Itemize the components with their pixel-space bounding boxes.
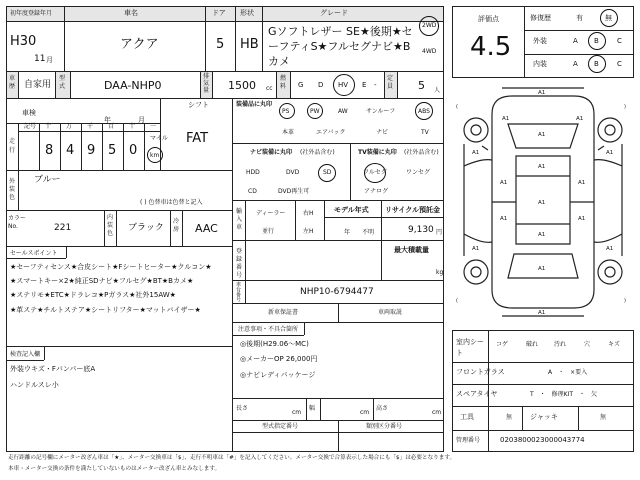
spare-label: スペアタイヤ [456,390,498,398]
exterior-c: C [617,37,622,45]
seat-kizu: キズ [608,341,620,348]
recycle-value: 9,130 [408,225,434,235]
inspection-label: 車検 [22,109,36,117]
shape-label: 形状 [240,9,254,17]
navi-sd: SD [323,169,332,176]
int-color-label: 内装色 [107,214,114,237]
tv-analog: アナログ [364,188,389,195]
diagram-label: A1 [538,200,546,206]
car-name: アクア [120,37,159,52]
equip-sunroof: サンルーフ [366,108,396,115]
mile-unit: マイル [150,135,168,142]
color-no: 221 [54,223,72,233]
svg-text:): ) [624,298,626,304]
height-unit: cm [432,409,442,416]
equip-tv: TV [421,129,429,136]
digit-header: 百 [108,123,115,130]
chassis-value: NHP10-6794477 [300,287,374,297]
diagram-label: A1 [538,164,546,170]
jack-label: ジャッキ [530,413,558,421]
diagram-label: A1 [472,246,480,252]
tv-header: TV装備に丸印 [358,149,397,156]
equip-navi: ナビ [376,129,389,136]
diagram-label: A1 [538,90,546,96]
right-hand-label: 右H [303,210,314,217]
reg-no-label: 登録番号 [236,248,243,279]
seat-ana: 穴 [584,341,591,348]
windshield-label: フロントガラス [456,368,505,376]
manage-value: 0203800023000043774 [500,436,585,444]
inspection-year: 年 [104,116,111,124]
dealer-label: ディーラー [256,210,286,217]
fuel-g: G [298,81,304,89]
digit-header: 十 [45,123,52,130]
selling-points-label: セールスポイント [10,250,58,257]
spare-value: T ・ 修理KIT ・ 欠 [530,391,598,398]
diagram-label: A1 [578,180,586,186]
seat-yogore: 汚れ [554,341,567,348]
model-label: 型式 [59,75,66,90]
diagram-label: A1 [538,232,546,238]
ext-color-note: ( ) 色替車は色替と記入 [140,199,203,206]
doors: 5 [216,37,225,52]
navi-dvd: DVD [286,169,300,176]
tv-oneseg: ワンセグ [406,169,431,176]
equip-pw: PW [310,108,320,115]
fuel-dash: - [374,81,377,89]
repair-yes: 有 [576,14,583,22]
grade-label: グレード [320,9,348,17]
diagram-label: A1 [576,116,584,122]
digit-header: 万 [66,123,73,130]
fuel-hv: HV [338,81,349,89]
tools-value: 無 [506,414,513,421]
manual-label: 車両取説 [378,309,403,316]
diagram-label: A1 [606,150,614,156]
diagram-label: A1 [500,180,508,186]
ac-label: 冷房 [173,218,180,233]
digit-header: 千 [87,123,94,130]
equip-aw: AW [338,108,348,115]
selling-line-2: ★スマートキー×2★純正SDナビ★フルセグ★BT★Bカメ★ [10,277,194,285]
tv-fullseg: フルセグ [363,169,387,176]
mileage-digit: 5 [108,143,117,158]
capacity-value: 5 [418,79,425,92]
selling-line-3: ★ステリモ★ETC★ドラレコ★Pガラス★社外15AW★ [10,291,176,299]
chassis-label: 車台番号 [236,282,242,303]
navi-note: (社外品含む) [300,149,335,156]
vehicle-value: 自家用 [24,80,52,90]
repair-label: 修復歴 [530,14,551,22]
diagram-label: A1 [578,216,586,222]
seat-yabure: 破れ [526,341,539,348]
score-label: 評価点 [478,15,499,23]
diagram-label: A1 [502,116,510,122]
ext-color-value: ブルー [34,175,61,185]
category-label: 類別区分番号 [366,423,403,430]
exterior-b: B [594,37,599,45]
displacement-value: 1500 [228,79,256,92]
width-label: 幅 [309,405,316,412]
score-value: 4.5 [470,32,512,62]
int-color-value: ブラック [128,223,164,233]
parallel-label: 並行 [262,228,275,235]
seat-label: 室内シート [456,338,484,357]
inspector-label: 検査記入欄 [10,351,41,358]
diagram-label: A1 [500,216,508,222]
navi-cd: CD [248,188,257,195]
ext-color-label: 外装色 [9,178,16,201]
repair-no: 無 [605,14,612,22]
car-damage-diagram [452,84,634,324]
note-2: ◎メーカーOP 26,000円 [240,355,318,363]
vehicle-label: 車歴 [9,75,16,90]
navi-hdd: HDD [246,169,260,176]
mileage-digit: 8 [45,143,54,158]
grade: Gソフトレザー SE★後期★セーフティS★フルセグナビ★Bカメ [268,25,413,68]
model-year-value: 年 不明 [344,229,375,236]
length-label: 長さ [236,405,249,412]
capacity-label: 定員 [387,75,394,90]
car-name-label: 車名 [124,9,138,17]
digit-header: 記号 [24,123,37,130]
equipment-label: 装備品に丸印 [236,101,273,108]
inspector-line-2: ハンドルスレ小 [10,381,59,389]
color-no-label: カラーNo. [8,215,27,230]
height-label: 高さ [376,405,389,412]
tools-label: 工具 [460,413,474,421]
footer-line-2: 本車・メーター交換の条件を満たしていないものはメーター改ざん車とみなします。 [8,466,221,472]
svg-text:): ) [624,104,626,110]
length-unit: cm [292,409,302,416]
fuel-d: D [318,81,324,89]
jack-value: 無 [600,414,607,421]
max-load-unit: kg [436,269,444,276]
shift-label: シフト [188,101,209,109]
shift-value: FAT [186,131,209,146]
interior-label: 内装 [533,60,547,68]
navi-dvd-play: DVD再生可 [278,188,310,195]
drive-sub: 4WD [422,48,437,55]
equip-ps: PS [282,108,290,115]
reg-date-label: 初年度登録年月 [10,10,53,17]
seat-koge: コゲ [496,341,509,348]
mileage-digit: 4 [66,143,75,158]
selling-line-1: ★セーフティセンス★合皮シート★Fシートヒーター★クルコン★ [10,263,212,271]
windshield-value: A ・ ×要入 [548,369,588,376]
drive-badge: 2WD [422,22,437,29]
ac-value: AAC [195,222,218,235]
left-hand-label: 左H [303,228,314,235]
model-year-label: モデル年式 [334,206,369,214]
digit-header: 十 [129,123,136,130]
recycle-label: リサイクル預託金 [385,206,441,214]
svg-text:(: ( [456,104,458,110]
selling-line-4: ★革ステ★チルトステア★シートリフター★マットバイザー★ [10,306,201,314]
equip-leather: 本革 [282,129,295,136]
displacement-label: 排気量 [203,73,210,94]
reg-month: 11 [34,54,46,64]
notes-header: 注意事項・不具合箇所 [238,326,299,333]
digit-header: 一 [150,123,157,130]
width-unit: cm [360,409,370,416]
capacity-unit: 人 [434,87,441,94]
fuel-label: 燃料 [280,75,287,90]
shape: HB [240,37,259,52]
displacement-unit: cc [266,85,273,92]
manage-label: 管理番号 [456,437,481,444]
model-designation-label: 型式指定番号 [262,423,299,430]
svg-text:(: ( [456,298,458,304]
mileage-label: 走行 [9,138,16,154]
diagram-label: A1 [538,266,546,272]
diagram-label: A1 [606,246,614,252]
interior-a: A [573,60,578,68]
diagram-label: A1 [472,150,480,156]
km-unit: km [150,152,160,159]
exterior-label: 外装 [533,37,547,45]
equip-airbag: エアバック [316,129,346,136]
exterior-a: A [573,37,578,45]
footer-line-1: 走行距離の記号欄にメーター改ざん車は「★」、メーター交換車は「$」、走行不明車は「#」を記入してください。メーター交換で合算表示した場合にも「$」は必要となります。 [8,455,456,461]
equip-abs: ABS [418,108,430,115]
inspector-line-1: 外装ウキズ・Fバンパー底A [10,365,96,373]
warranty-label: 新車保証書 [268,309,299,316]
interior-b: B [594,60,599,68]
mileage-digit: 9 [87,143,96,158]
interior-c: C [617,60,622,68]
inspection-month: 月 [138,116,145,124]
recycle-unit: 円 [436,229,443,236]
fuel-e: E [362,81,367,89]
max-load-label: 最大積載量 [394,246,429,254]
diagram-label: A1 [538,310,546,316]
note-1: ◎後期(H29.06～MC) [240,340,309,348]
tv-note: (社外品含む) [404,149,439,156]
reg-era-year: H30 [10,34,37,49]
import-label: 輸入車 [236,208,243,231]
model-value: DAA-NHP0 [104,79,162,92]
note-3: ◎ナビレディパッケージ [240,371,316,379]
navi-header: ナビ装備に丸印 [250,149,293,156]
door-label: ドア [212,9,226,17]
mileage-digit: 0 [129,143,138,158]
sheet-frame [6,6,444,452]
diagram-label: A1 [538,132,546,138]
reg-month-unit: 月 [46,56,53,64]
